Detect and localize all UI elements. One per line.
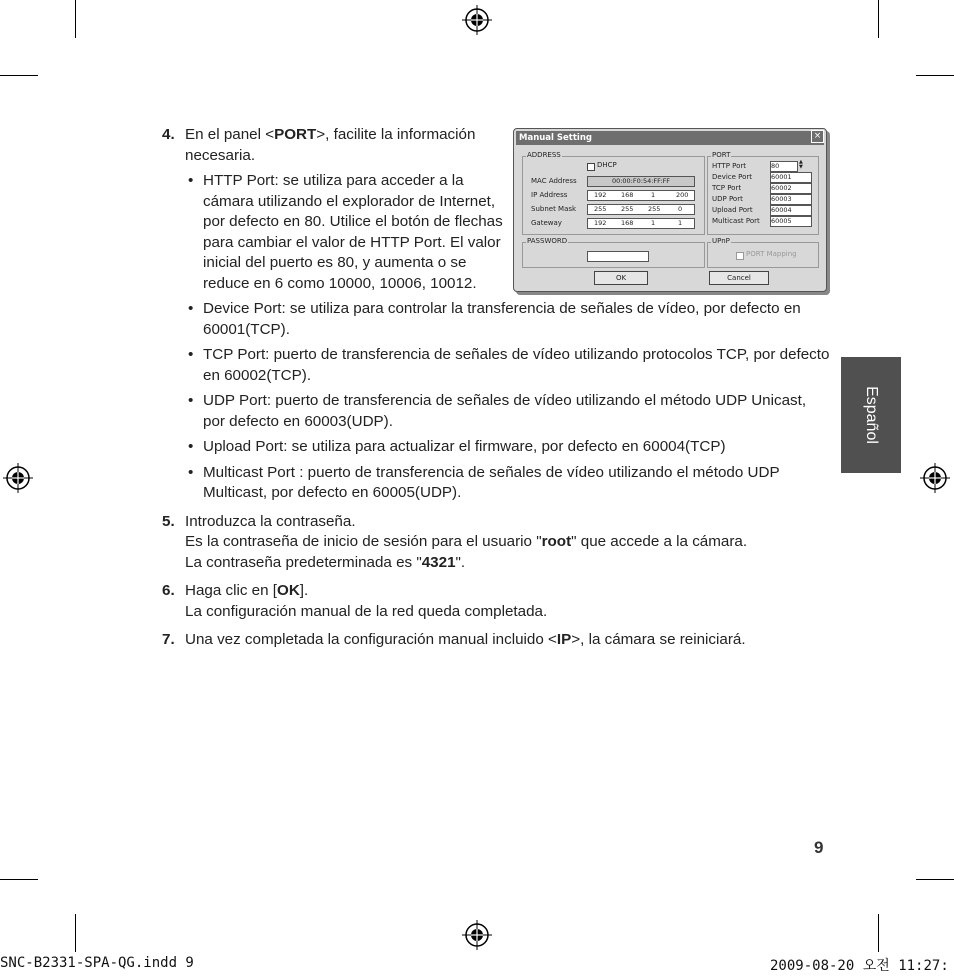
text: " que accede a la cámara. [571, 533, 748, 550]
bullet-text: TCP Port: puerto de transferencia de señales de vídeo utilizando protocolos TCP, por defecto en 60002(TCP). [203, 346, 830, 384]
registration-mark-icon [462, 920, 492, 950]
step-6 [160, 581, 832, 622]
language-tab-label: Español [863, 386, 880, 444]
gw-octet: 168 [621, 219, 634, 227]
text: En el panel < [185, 126, 275, 143]
cancel-button[interactable]: Cancel [709, 271, 769, 285]
ip-term: IP [556, 631, 572, 648]
crop-mark [878, 0, 879, 38]
crop-mark [916, 75, 954, 76]
bullet-icon: • [188, 438, 194, 455]
step-number: 4. [162, 126, 175, 143]
bullet-text: Device Port: se utiliza para controlar la transferencia de señales de vídeo, por defecto en 60001(TCP). [203, 300, 801, 338]
text: La contraseña predeterminada es " [185, 553, 422, 571]
port-label: HTTP Port [712, 162, 747, 170]
step-text [185, 630, 832, 651]
multicast-port-field[interactable]: 60005 [770, 216, 812, 227]
step-7 [160, 630, 832, 651]
udp-port-field[interactable]: 60003 [770, 194, 812, 205]
bullet-text: Multicast Port : puerto de transferencia de señales de vídeo utilizando el método UDP Multicast, por defecto en 60005(UDP). [203, 463, 780, 501]
ip-octet: 168 [621, 191, 634, 199]
group-label: ADDRESS [527, 151, 561, 159]
port-term: PORT [274, 126, 317, 143]
manual-setting-dialog [513, 128, 827, 292]
mask-octet: 0 [678, 205, 683, 213]
group-label: PORT [712, 151, 731, 159]
port-group [707, 151, 819, 235]
gw-octet: 1 [678, 219, 683, 227]
step-text [185, 125, 505, 166]
step-number: 7. [162, 631, 175, 648]
field-label: Subnet Mask [531, 205, 577, 213]
text: Es la contraseña de inicio de sesión para el usuario " [185, 533, 542, 550]
footer-timestamp: 2009-08-20 오전 11:27: [770, 958, 949, 974]
port-label: UDP Port [712, 195, 743, 203]
ip-octet: 200 [676, 191, 689, 199]
registration-mark-icon [462, 5, 492, 35]
gateway-field[interactable] [587, 218, 695, 229]
bullet-tcp-port [185, 345, 832, 386]
gw-octet: 192 [594, 219, 607, 227]
footer-file-name: SNC-B2331-SPA-QG.indd 9 [0, 955, 194, 971]
spin-arrows-icon[interactable]: ▲ ▼ [799, 159, 803, 170]
registration-mark-icon [920, 463, 950, 493]
bullet-text: HTTP Port: se utiliza para acceder a la cámara utilizando el explorador de Internet, por defecto en 80. Utilice el botón de flechas para cambiar el valor de HTTP Port. El valor inicial del puerto es 80, y aumenta o se reduce en 6 como 10000, 10006, 10012. [203, 172, 503, 292]
mask-octet: 255 [594, 205, 607, 213]
step-text: Introduzca la contraseña. [185, 512, 356, 530]
crop-mark [0, 879, 38, 880]
text: Haga clic en [ [185, 582, 278, 599]
address-group [522, 151, 705, 235]
field-label: MAC Address [531, 177, 577, 185]
bullet-icon: • [188, 463, 194, 481]
bullet-icon: • [188, 392, 194, 409]
dialog-title: Manual Setting [516, 131, 824, 145]
step-text [185, 532, 832, 553]
upnp-group [707, 237, 819, 268]
bullet-udp-port [185, 391, 832, 432]
ip-address-field[interactable] [587, 190, 695, 201]
step-text [185, 581, 832, 602]
step-5 [160, 512, 832, 574]
group-label: PASSWORD [527, 237, 568, 245]
field-label: IP Address [531, 191, 568, 199]
subnet-mask-field[interactable] [587, 204, 695, 215]
bullet-text: Upload Port: se utiliza para actualizar el firmware, por defecto en 60004(TCP) [203, 438, 726, 455]
step-number: 5. [162, 512, 175, 530]
port-mapping-label: PORT Mapping [746, 250, 797, 258]
device-port-field[interactable]: 60001 [770, 172, 812, 183]
step-number: 6. [162, 582, 175, 599]
crop-mark [878, 914, 879, 952]
mask-octet: 255 [621, 205, 634, 213]
mac-address-field: 00:00:F0:54:FF:FF [587, 176, 695, 187]
ok-term: OK [277, 582, 300, 599]
dhcp-checkbox[interactable] [587, 163, 595, 171]
bullet-upload-port [185, 437, 832, 458]
bullet-http-port [185, 171, 503, 294]
port-label: Multicast Port [712, 217, 760, 225]
text: Una vez completada la configuración manual incluido < [185, 631, 557, 648]
mask-octet: 255 [648, 205, 661, 213]
upload-port-field[interactable]: 60004 [770, 205, 812, 216]
bullet-device-port [185, 299, 832, 340]
password-field[interactable] [587, 251, 649, 262]
text: ". [455, 553, 466, 571]
text: >, la cámara se reiniciará. [571, 631, 746, 648]
bullet-icon: • [188, 346, 194, 363]
ip-octet: 1 [651, 191, 656, 199]
step-text [185, 553, 832, 574]
gw-octet: 1 [651, 219, 656, 227]
tcp-port-field[interactable]: 60002 [770, 183, 812, 194]
field-label: Gateway [531, 219, 562, 227]
port-label: Upload Port [712, 206, 753, 214]
registration-mark-icon [3, 463, 33, 493]
crop-mark [75, 914, 76, 952]
language-tab [841, 357, 901, 473]
dhcp-label: DHCP [597, 161, 617, 169]
crop-mark [916, 879, 954, 880]
crop-mark [0, 75, 38, 76]
ok-button[interactable]: OK [594, 271, 648, 285]
bullet-icon: • [188, 172, 194, 189]
step-text: La configuración manual de la red queda completada. [185, 602, 548, 620]
bullet-text: UDP Port: puerto de transferencia de señales de vídeo utilizando el método UDP Unicast, por defecto en 60003(UDP). [203, 392, 807, 430]
group-label: UPnP [712, 237, 730, 245]
port-label: Device Port [712, 173, 753, 181]
port-mapping-checkbox[interactable] [736, 252, 744, 260]
http-port-field[interactable]: 80 [770, 161, 798, 172]
port-label: TCP Port [712, 184, 742, 192]
ip-octet: 192 [594, 191, 607, 199]
password-group [522, 237, 705, 268]
crop-mark [75, 0, 76, 38]
text: ]. [299, 582, 309, 599]
text: >, facilite la información necesaria. [185, 126, 476, 164]
password-term: 4321 [421, 553, 456, 571]
root-term: root [541, 533, 572, 550]
bullet-multicast-port [185, 463, 832, 504]
bullet-icon: • [188, 300, 194, 317]
page-number: 9 [814, 838, 824, 857]
close-icon[interactable]: × [811, 130, 824, 143]
